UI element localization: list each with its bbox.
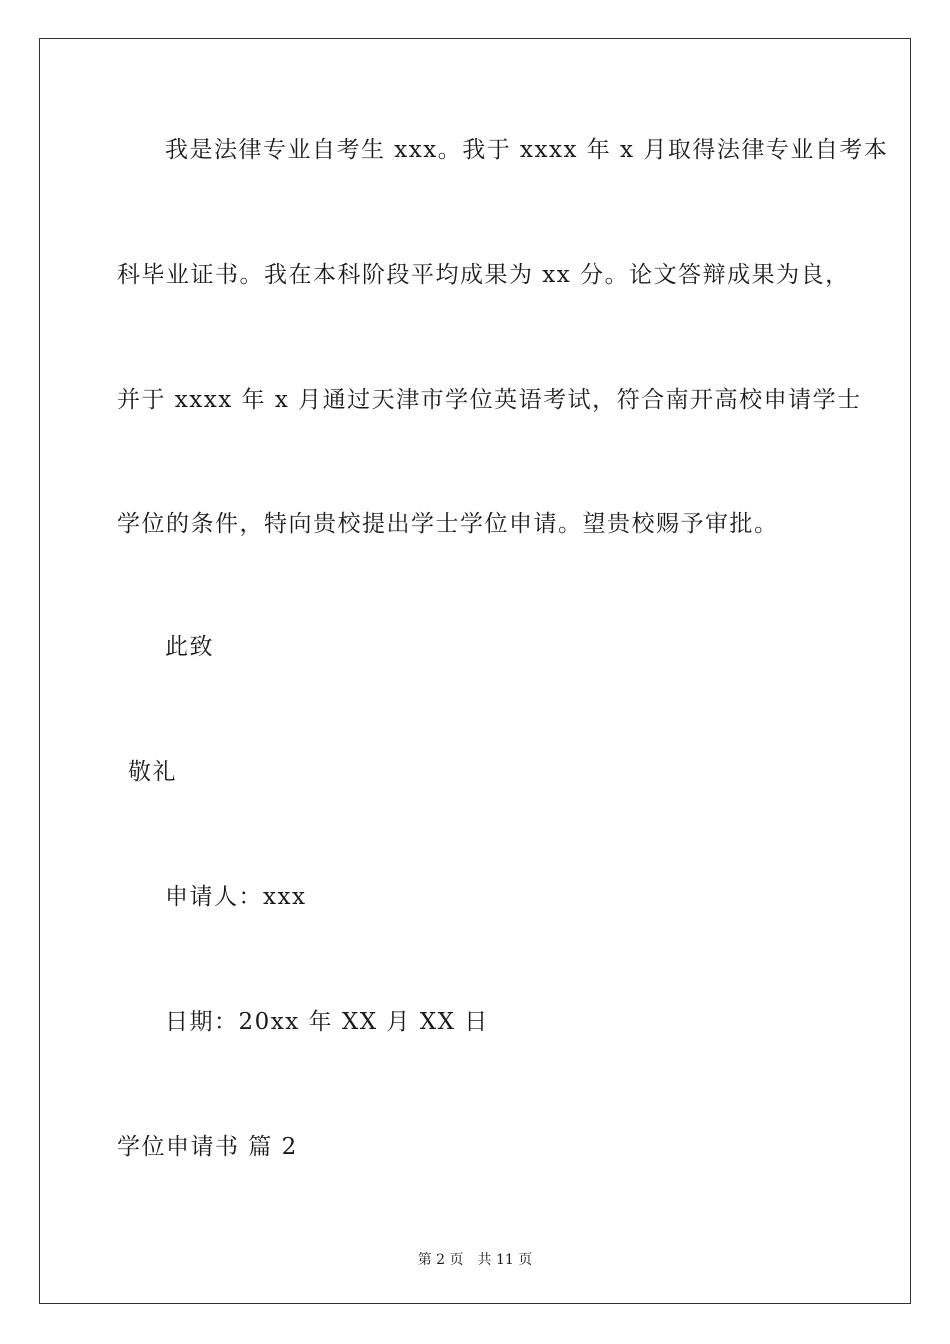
body-line-1: 我是法律专业自考生 xxx。我于 xxxx 年 x 月取得法律专业自考本 xyxy=(165,137,889,163)
body-line-2: 科毕业证书。我在本科阶段平均成果为 xx 分。论文答辩成果为良， xyxy=(117,262,850,288)
closing-regards: 敬礼 xyxy=(128,759,177,785)
page-footer: 第 2 页 共 11 页 xyxy=(417,1252,533,1268)
page-border xyxy=(39,38,911,1304)
applicant-signature: 申请人：xxx xyxy=(165,884,307,910)
body-line-3: 并于 xxxx 年 x 月通过天津市学位英语考试，符合南开高校申请学士 xyxy=(117,387,862,413)
closing-salutation: 此致 xyxy=(165,634,214,660)
section-title: 学位申请书 篇 2 xyxy=(117,1134,298,1160)
application-date: 日期：20xx 年 XX 月 XX 日 xyxy=(165,1009,489,1035)
body-line-4: 学位的条件，特向贵校提出学士学位申请。望贵校赐予审批。 xyxy=(117,511,779,537)
